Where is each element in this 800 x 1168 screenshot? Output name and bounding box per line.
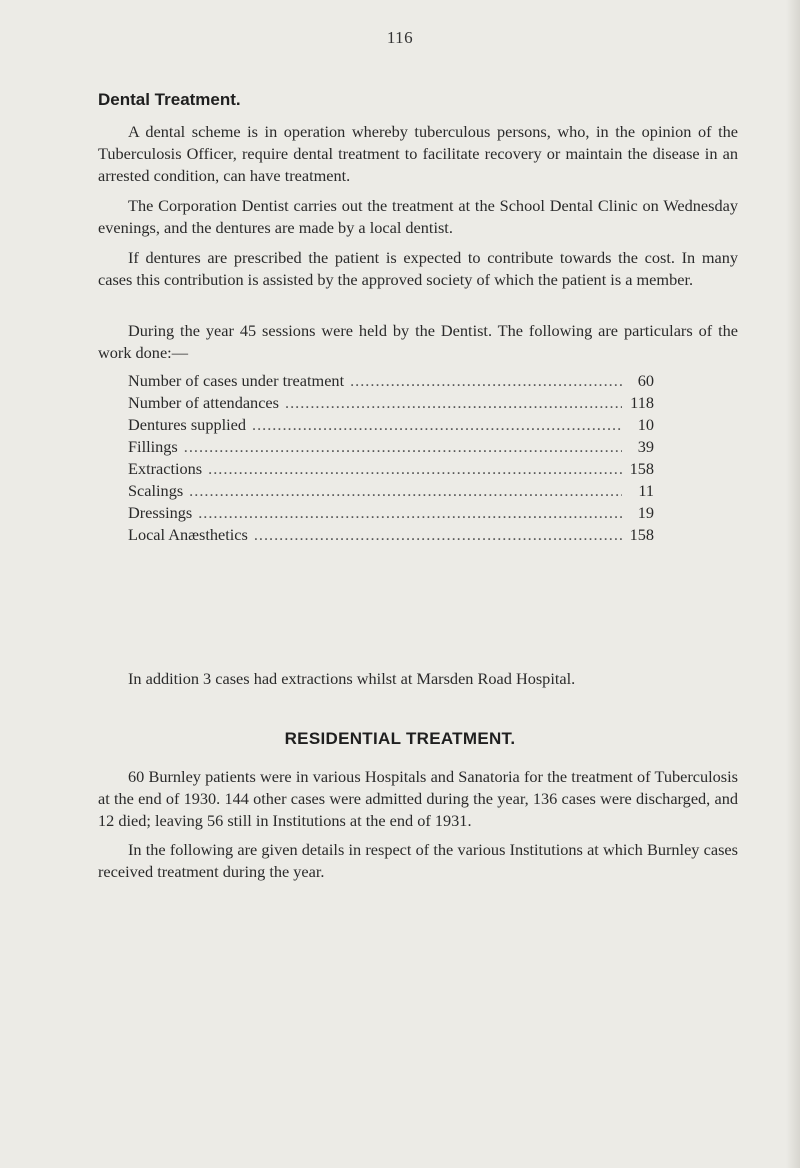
- list-item: [128, 480, 654, 502]
- stat-label: Dressings: [128, 503, 193, 522]
- stat-label: Local Anæsthetics: [128, 525, 248, 544]
- dot-leader: [208, 458, 622, 480]
- stat-label: Dentures supplied: [128, 415, 247, 434]
- stat-label: Extractions: [128, 459, 203, 478]
- dot-leader: [254, 524, 622, 546]
- stat-value: 60: [637, 371, 654, 390]
- list-item: [128, 370, 654, 392]
- list-item: [128, 502, 654, 524]
- dental-extractions-note: In addition 3 cases had extractions whilst at Marsden Road Hospital.: [128, 669, 576, 688]
- dental-paragraph-dentist: The Corporation Dentist carries out the treatment at the School Dental Clinic on Wednesday evenings, and the dentures are made by a local dentist.: [98, 196, 738, 237]
- list-item: [128, 414, 654, 436]
- stat-value: 158: [629, 525, 654, 544]
- list-item: [128, 524, 654, 546]
- stat-label: Fillings: [128, 437, 178, 456]
- list-item: [128, 458, 654, 480]
- dot-leader: [189, 480, 622, 502]
- dot-leader: [350, 370, 622, 392]
- stat-value: 118: [630, 393, 654, 412]
- stat-label: Number of cases under treatment: [128, 371, 345, 390]
- dot-leader: [285, 392, 622, 414]
- page-edge-shadow: [786, 0, 800, 1168]
- stat-value: 19: [637, 503, 654, 522]
- stat-value: 10: [637, 415, 654, 434]
- dental-paragraph-sessions: During the year 45 sessions were held by the Dentist. The following are particulars of the work done:—: [98, 321, 738, 362]
- dot-leader: [252, 414, 622, 436]
- stat-label: Scalings: [128, 481, 184, 500]
- stat-value: 39: [637, 437, 654, 456]
- dental-work-list: [128, 370, 654, 546]
- residential-treatment-heading: RESIDENTIAL TREATMENT.: [284, 729, 516, 748]
- residential-paragraph-institutions: In the following are given details in respect of the various Institutions at which Burnley cases received treatment during the year.: [98, 840, 738, 881]
- dental-paragraph-dentures: If dentures are prescribed the patient is expected to contribute towards the cost. In many cases this contribution is assisted by the approved society of which the patient is a member.: [98, 248, 738, 289]
- dot-leader: [184, 436, 622, 458]
- list-item: [128, 436, 654, 458]
- stat-label: Number of attendances: [128, 393, 279, 412]
- list-item: [128, 392, 654, 414]
- dot-leader: [198, 502, 622, 524]
- dental-paragraph-scheme: A dental scheme is in operation whereby tuberculous persons, who, in the opinion of the Tuberculosis Officer, require dental treatment to facilitate recovery or maintain the disease in an arrested condition, can have treatment.: [98, 122, 738, 185]
- dental-treatment-heading: Dental Treatment.: [98, 90, 241, 109]
- stat-value: 11: [638, 481, 654, 500]
- stat-value: 158: [629, 459, 654, 478]
- residential-paragraph-patients: 60 Burnley patients were in various Hospitals and Sanatoria for the treatment of Tuberculosis at the end of 1930. 144 other cases were admitted during the year, 136 cases were discharged, and 12 died; leaving 56 still in Institutions at the end of 1931.: [98, 767, 738, 830]
- page-number: 116: [386, 28, 414, 47]
